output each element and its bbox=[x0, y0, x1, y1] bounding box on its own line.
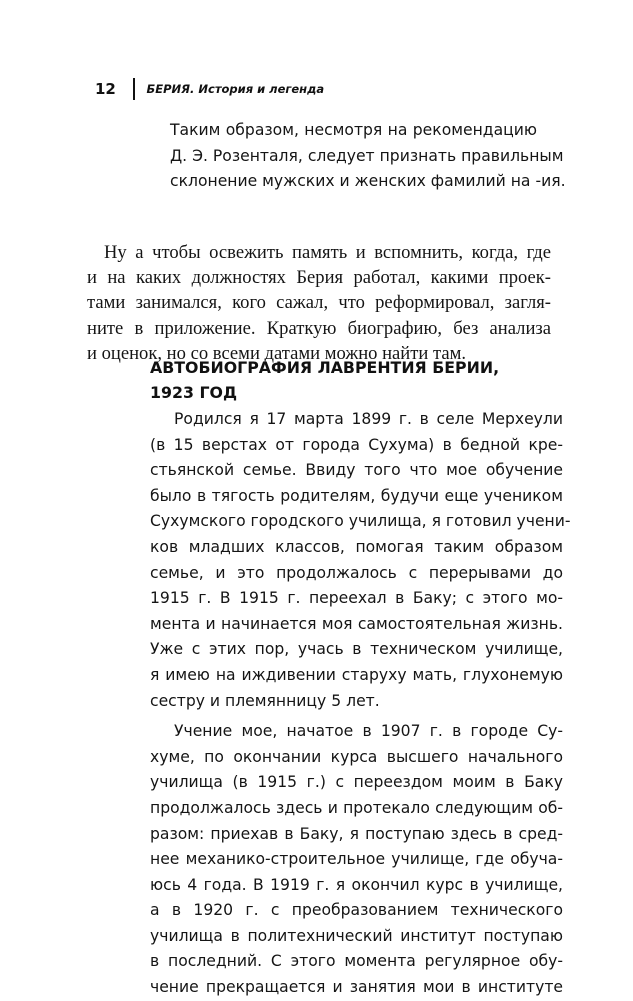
paragraph-line: училища в политехнический институт поступаю bbox=[150, 926, 563, 945]
paragraph-line: хуме, по окончании курса высшего начального bbox=[150, 747, 563, 766]
running-title: БЕРИЯ. История и легенда bbox=[146, 82, 325, 96]
main-paragraph bbox=[87, 240, 551, 366]
paragraph-line: разом: приехав в Баку, я поступаю здесь в сред- bbox=[150, 824, 563, 843]
paragraph-line: тами занимался, кого сажал, что реформировал, загля- bbox=[87, 292, 551, 314]
paragraph-line: мента и начинается моя самостоятельная жизнь. bbox=[150, 614, 563, 633]
heading-line: 1923 ГОД bbox=[150, 383, 238, 402]
paragraph-line: юсь 4 года. В 1919 г. я окончил курс в училище, bbox=[150, 875, 563, 894]
paragraph-line: ните в приложение. Краткую биографию, без анализа bbox=[87, 317, 551, 339]
paragraph-line: а в 1920 г. с преобразованием технического bbox=[150, 901, 563, 920]
paragraph-line: Учение мое, начатое в 1907 г. в городе Су- bbox=[174, 722, 563, 741]
paragraph-line: (в 15 верстах от города Сухума) в бедной кре- bbox=[150, 435, 563, 454]
paragraph-line: Родился я 17 марта 1899 г. в селе Мерхеули bbox=[174, 410, 563, 428]
paragraph-line: 1915 г. В 1915 г. переехал в Баку; с этого мо- bbox=[150, 589, 563, 608]
paragraph-line: продолжалось здесь и протекало следующим об- bbox=[150, 798, 563, 817]
paragraph-line: я имею на иждивении старуху мать, глухонемую bbox=[150, 665, 563, 684]
section-paragraph-1 bbox=[150, 407, 571, 714]
quote-line: склонение мужских и женских фамилий на -ия. bbox=[170, 172, 566, 191]
paragraph-line: и оценок, но со всеми датами можно найти там. bbox=[87, 342, 466, 364]
autobiography-section bbox=[150, 355, 571, 1001]
heading-line: АВТОБИОГРАФИЯ ЛАВРЕНТИЯ БЕРИИ, bbox=[150, 358, 500, 377]
page-number: 12 bbox=[95, 80, 116, 98]
paragraph-line: и на каких должностях Берия работал, какими проек- bbox=[87, 267, 551, 289]
paragraph-line: семье, и это продолжалось с перерывами до bbox=[150, 563, 563, 582]
running-header bbox=[95, 78, 324, 100]
quote-line: Д. Э. Розенталя, следует признать правильным bbox=[170, 146, 564, 165]
paragraph-line: Уже с этих пор, учась в техническом училище, bbox=[150, 640, 563, 659]
paragraph-line: нее механико-строительное училище, где обуча- bbox=[150, 850, 563, 869]
section-heading bbox=[150, 355, 563, 405]
paragraph-line: Сухумского городского училища, я готовил учени- bbox=[150, 512, 571, 531]
paragraph-line: училища (в 1915 г.) с переездом моим в Баку bbox=[150, 773, 563, 792]
quote-block bbox=[170, 118, 566, 195]
paragraph-line: стьянской семье. Ввиду того что мое обучение bbox=[150, 461, 563, 480]
quote-line: Таким образом, несмотря на рекомендацию bbox=[170, 121, 537, 139]
paragraph-line: Ну а чтобы освежить память и вспомнить, когда, где bbox=[104, 242, 551, 263]
header-divider bbox=[133, 78, 135, 100]
paragraph-line: ков младших классов, помогая таким образом bbox=[150, 537, 563, 556]
paragraph-line: в последний. С этого момента регулярное обу- bbox=[150, 952, 563, 971]
paragraph-line: чение прекращается и занятия мои в институте bbox=[150, 978, 563, 997]
paragraph-line: сестру и племянницу 5 лет. bbox=[150, 691, 380, 710]
paragraph-line: было в тягость родителям, будучи еще учеником bbox=[150, 486, 563, 505]
section-paragraph-2 bbox=[150, 719, 563, 1001]
